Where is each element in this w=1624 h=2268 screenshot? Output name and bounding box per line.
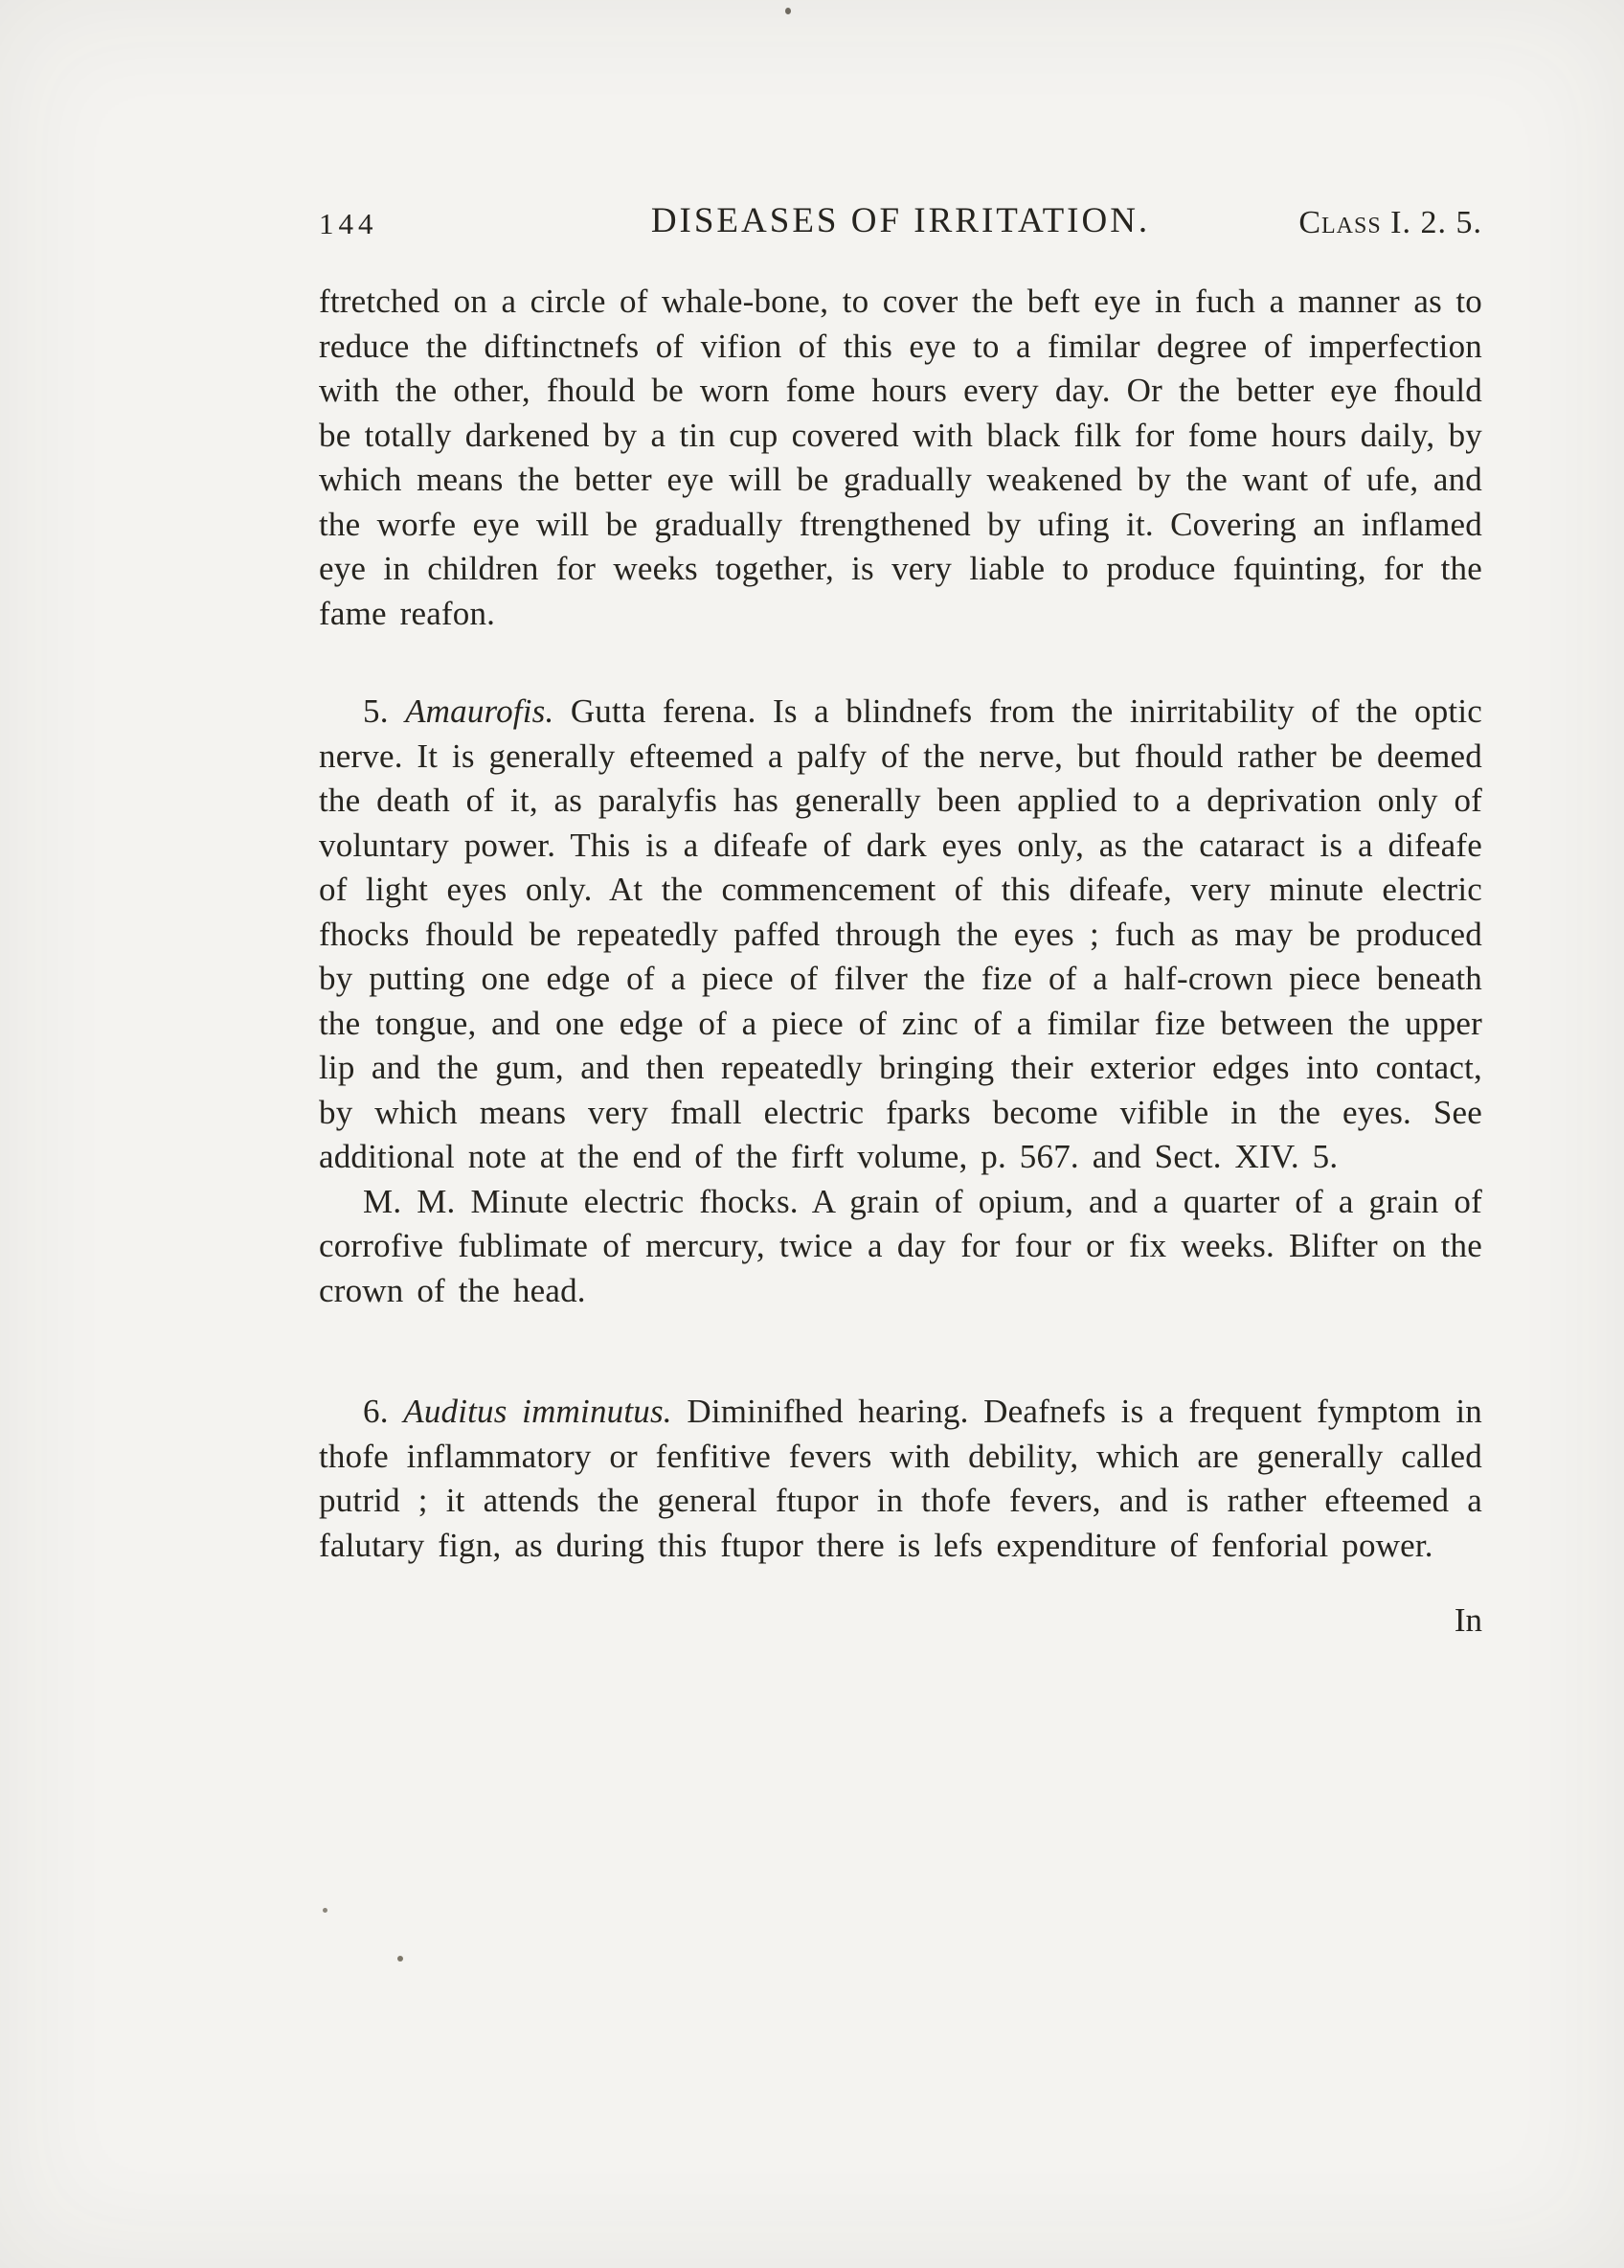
text-block [319,192,1482,1644]
section-number-6: 6. [363,1393,404,1430]
page-header [319,192,1482,241]
page-title: DISEASES OF IRRITATION. [650,201,1151,240]
ink-speck-2 [397,1956,403,1962]
class-label: Class I. 2. 5. [1298,205,1482,240]
paragraph-auditus [319,1390,1482,1568]
section-body-auditus: Diminifhed hearing. Deafnefs is a frequent fymptom in thofe inflammatory or fenfitive fevers with debility, which are generally called putrid ; it attends the general ftupor in thofe fevers, and is rather efteemed a falutary fign, as during this ftupor there is lefs expenditure of fenforial power. [319,1393,1482,1564]
paragraph-amaurosis [319,690,1482,1180]
main-text [319,280,1482,1644]
section-number-5: 5. [363,692,406,730]
ink-speck-1 [323,1908,327,1913]
ink-speck-top [785,8,791,14]
catchword: In [1454,1601,1482,1639]
section-term-auditus: Auditus imminutus. [403,1393,672,1430]
section-term-amaurosis: Amaurofis. [405,692,554,730]
page-number: 144 [319,207,378,240]
paragraph-mm: M. M. Minute electric fhocks. A grain of opium, and a quarter of a grain of corrofive fublimate of mercury, twice a day for four or fix weeks. Blifter on the crown of the head. [319,1182,1482,1309]
section-body-amaurosis: Gutta ferena. Is a blindnefs from the inirritability of the optic nerve. It is generally efteemed a palfy of the nerve, but fhould rather be deemed the death of it, as paralyfis has generally been applied to a deprivation only of voluntary power. This is a difeafe of dark eyes only, as the cataract is a difeafe of light eyes only. At the commencement of this difeafe, very minute electric fhocks fhould be repeatedly paffed through the eyes ; fuch as may be produced by putting one edge of a piece of filver the fize of a half-crown piece beneath the tongue, and one edge of a piece of zinc of a fimilar fize between the upper lip and the gum, and then repeatedly bringing their exterior edges into contact, by which means very fmall electric fparks become vifible in the eyes. See additional note at the end of the firft volume, p. 567. and Sect. XIV. 5. [319,692,1483,1175]
catchword-row [319,1599,1482,1644]
paragraph-continuation: ftretched on a circle of whale-bone, to cover the beft eye in fuch a manner as to reduce the diftinctnefs of vifion of this eye to a fimilar degree of imperfection with the other, fhould be worn fome hours every day. Or the better eye fhould be totally darkened by a tin cup covered with black filk for fome hours daily, by which means the better eye will be gradually weakened by the want of ufe, and the worfe eye will be gradually ftrengthened by ufing it. Covering an inflamed eye in children for weeks together, is very liable to produce fquinting, for the fame reafon. [319,283,1482,632]
